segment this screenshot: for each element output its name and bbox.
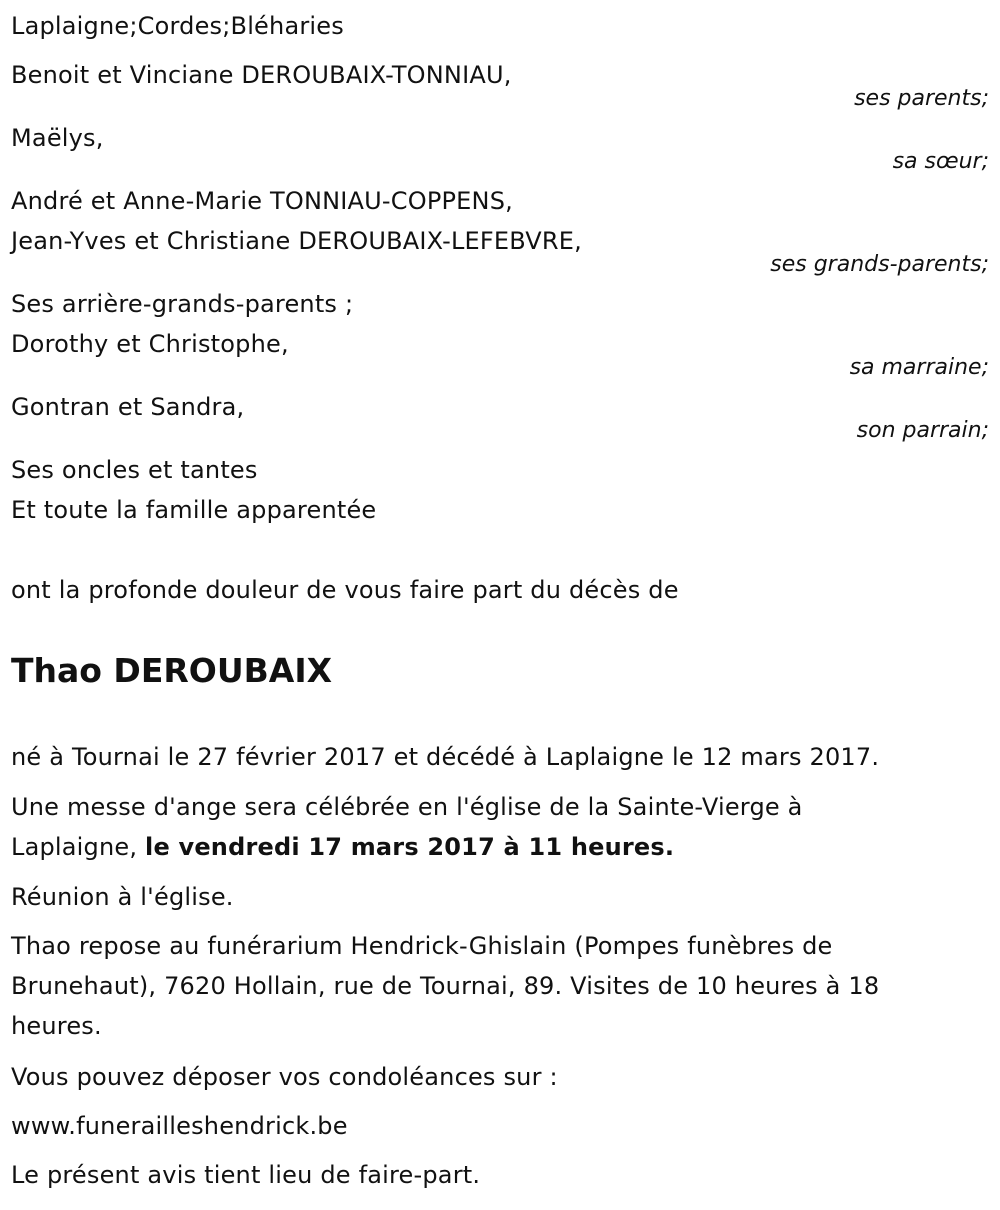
uncles-aunts-line: Ses oncles et tantes [11, 456, 258, 484]
grandparents-names-1: André et Anne-Marie TONNIAU-COPPENS, [11, 187, 513, 215]
birth-death-line: né à Tournai le 27 février 2017 et décédé à Laplaigne le 12 mars 2017. [11, 743, 880, 771]
family-line: Et toute la famille apparentée [11, 496, 377, 524]
great-grandparents-line: Ses arrière-grands-parents ; [11, 290, 354, 318]
grandparents-role: ses grands-parents; [770, 252, 989, 277]
mass-location: Laplaigne, [11, 833, 146, 861]
grandparents-names-2: Jean-Yves et Christiane DEROUBAIX-LEFEBVRE, [11, 227, 582, 255]
villages-line: Laplaigne;Cordes;Bléharies [11, 12, 344, 40]
sister-name: Maëlys, [11, 124, 104, 152]
mass-date-time: le vendredi 17 mars 2017 à 11 heures. [145, 833, 675, 861]
funerarium-line-2: Brunehaut), 7620 Hollain, rue de Tournai, 89. Visites de 10 heures à 18 [11, 972, 880, 1000]
godmother-names: Dorothy et Christophe, [11, 330, 289, 358]
sister-role: sa sœur; [892, 149, 989, 174]
funerarium-line-1: Thao repose au funérarium Hendrick-Ghislain (Pompes funèbres de [11, 932, 833, 960]
parents-names: Benoit et Vinciane DEROUBAIX-TONNIAU, [11, 61, 512, 89]
godfather-role: son parrain; [856, 418, 989, 443]
godfather-names: Gontran et Sandra, [11, 393, 245, 421]
godmother-role: sa marraine; [849, 355, 989, 380]
deceased-name: Thao DEROUBAIX [11, 651, 333, 690]
website-link[interactable]: www.funerailleshendrick.be [11, 1112, 348, 1140]
announcement-line: ont la profonde douleur de vous faire part du décès de [11, 576, 679, 604]
condolences-line: Vous pouvez déposer vos condoléances sur : [11, 1063, 558, 1091]
funerarium-line-3: heures. [11, 1012, 102, 1040]
parents-role: ses parents; [854, 86, 989, 111]
mass-line-2 [11, 832, 674, 862]
notice-line: Le présent avis tient lieu de faire-part. [11, 1161, 481, 1189]
meeting-line: Réunion à l'église. [11, 883, 234, 911]
mass-line-1: Une messe d'ange sera célébrée en l'église de la Sainte-Vierge à [11, 793, 803, 821]
